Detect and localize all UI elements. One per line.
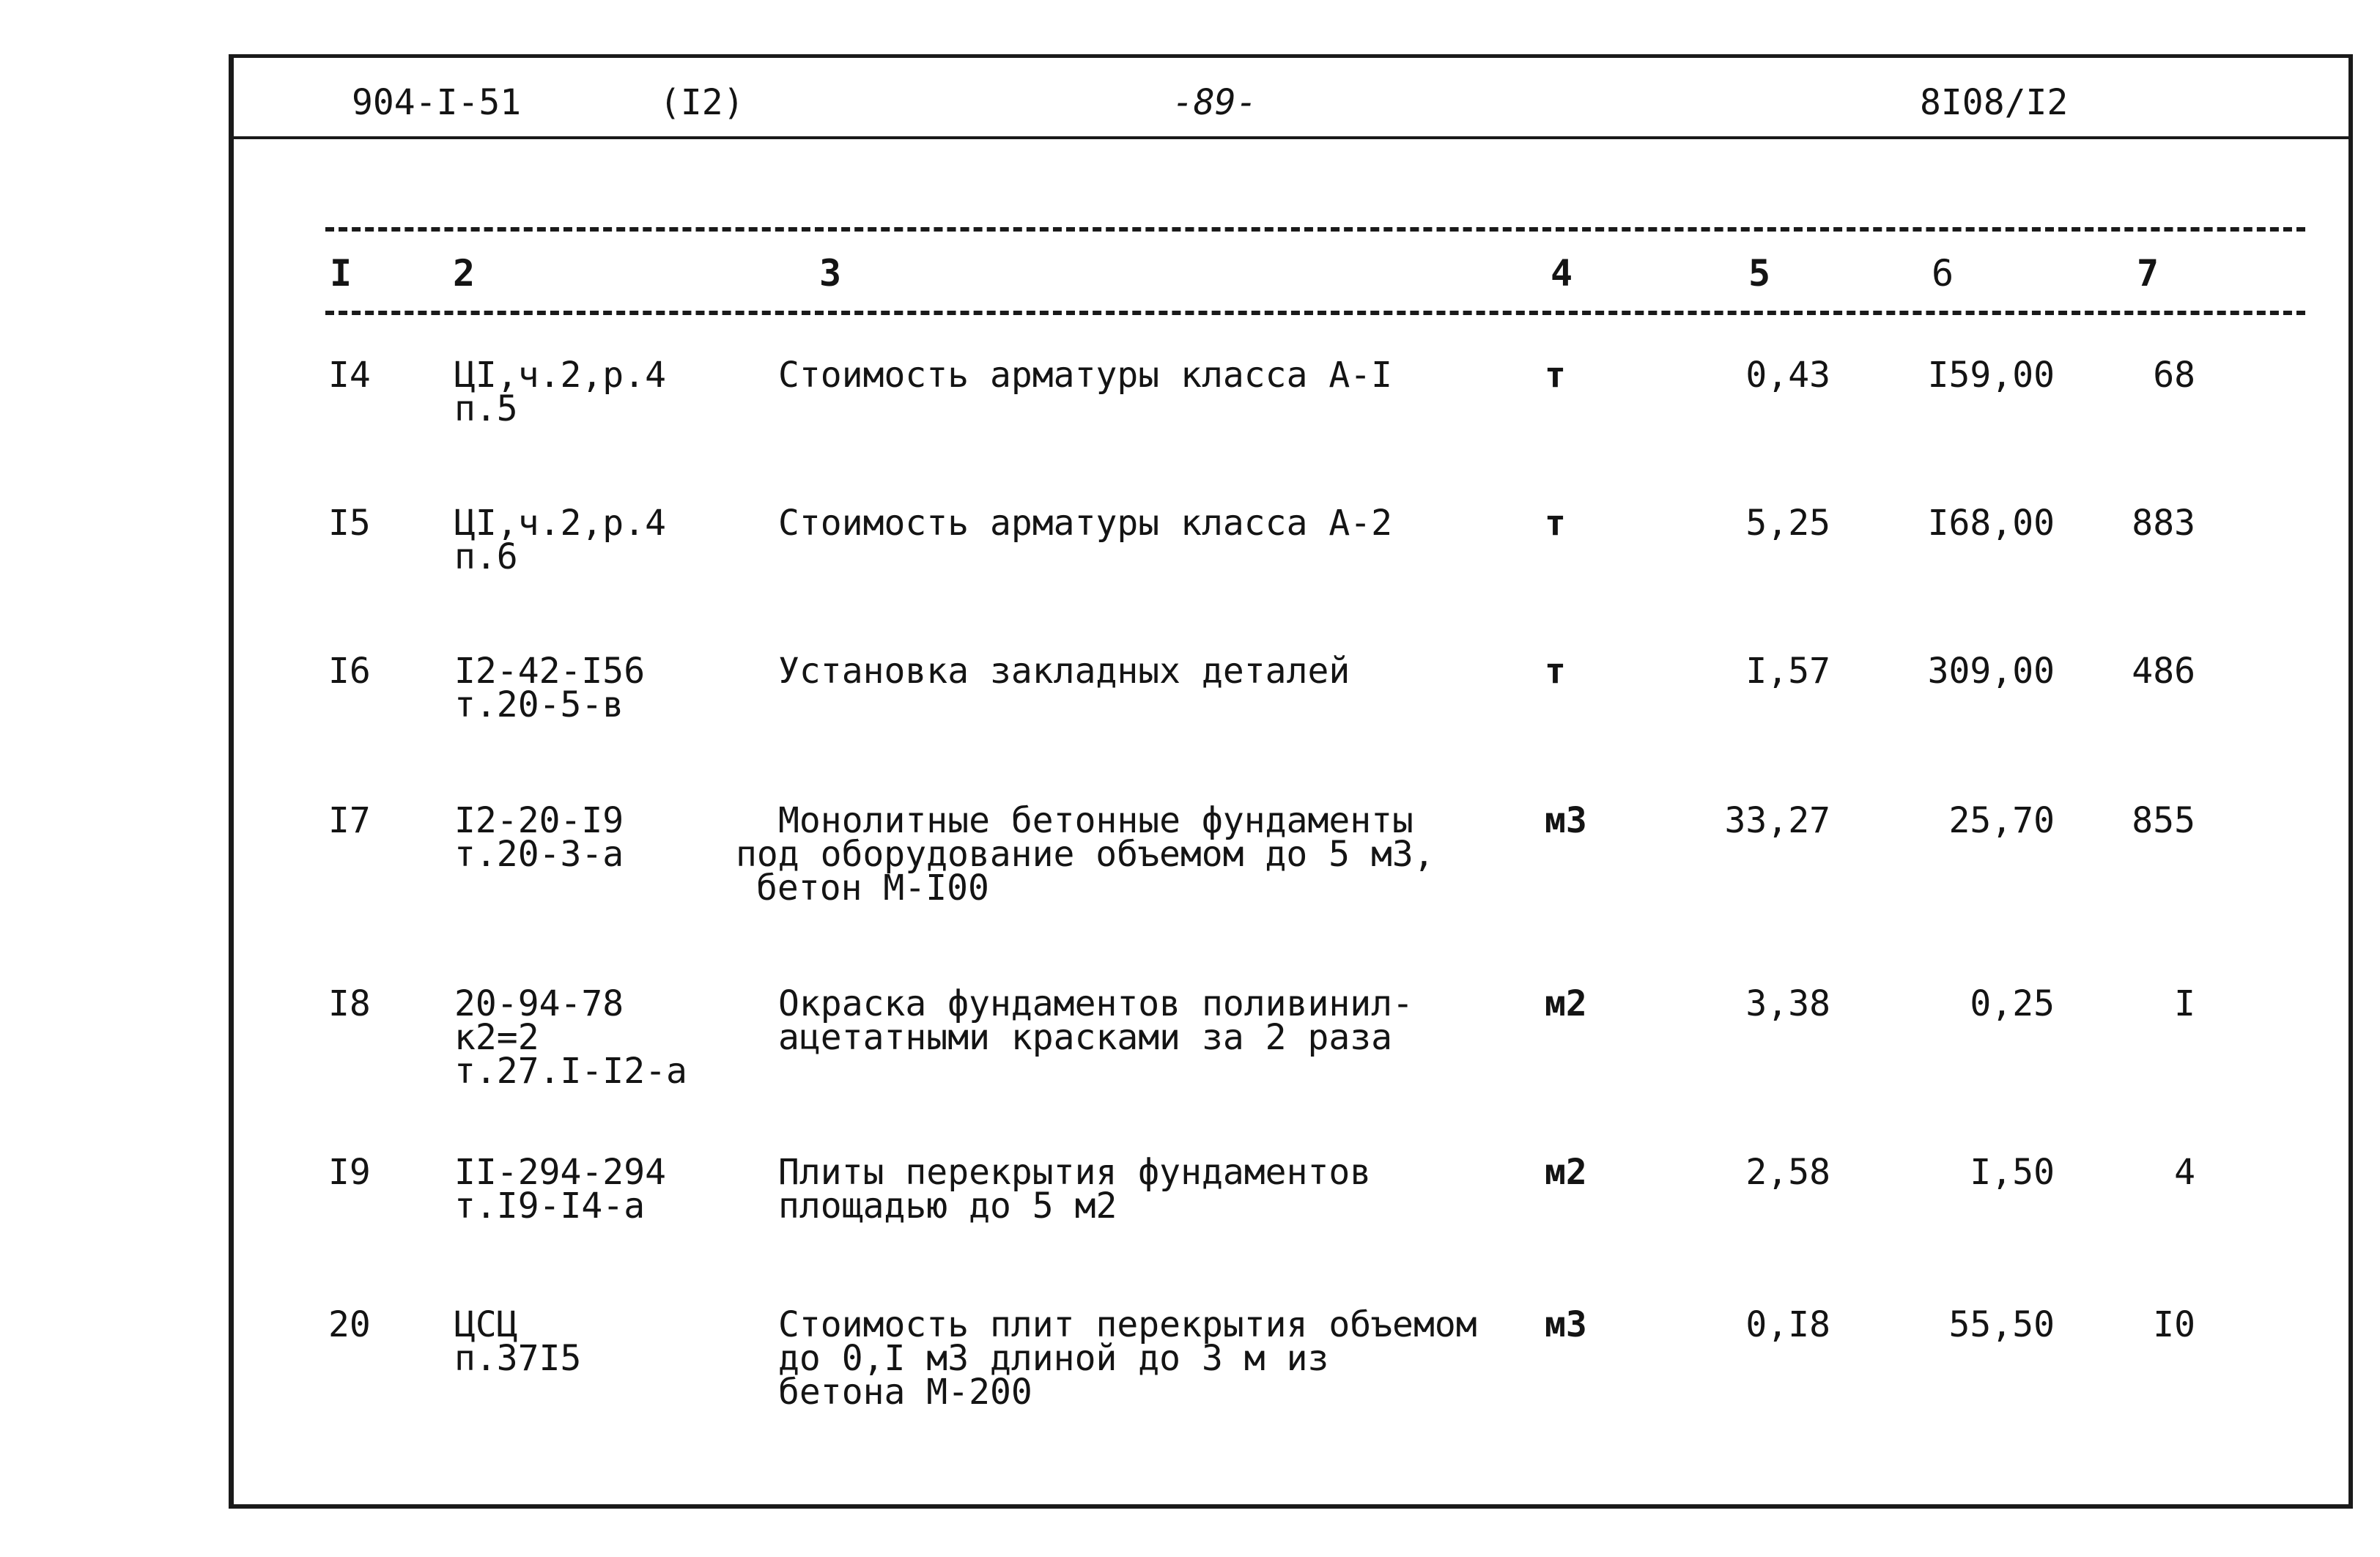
row-total: 855 — [2132, 800, 2195, 841]
row-reference-line: т.27.I-I2-а — [454, 1051, 687, 1092]
row-unit-price: 55,50 — [1948, 1304, 2055, 1345]
row-unit: т — [1545, 355, 1566, 396]
row-total: I — [2174, 983, 2195, 1024]
row-description-line: Стоимость арматуры класса А-2 — [778, 503, 1393, 544]
page-number: -89- — [1172, 82, 1257, 123]
row-unit-price: I59,00 — [1927, 355, 2055, 396]
document-part: (I2) — [659, 82, 744, 123]
row-reference-line: 20-94-78 — [454, 983, 624, 1024]
header-divider — [229, 136, 2352, 139]
column-header-5: 5 — [1748, 252, 1771, 295]
row-description-line: Монолитные бетонные фундаменты — [778, 800, 1413, 841]
row-quantity: 3,38 — [1745, 983, 1830, 1024]
row-unit-price: 309,00 — [1927, 651, 2055, 692]
table-header-top-rule — [325, 227, 2305, 232]
row-total: 883 — [2132, 503, 2195, 544]
row-number: I8 — [328, 983, 371, 1024]
row-unit: т — [1545, 503, 1566, 544]
row-description-line: до 0,I м3 длиной до 3 м из — [778, 1338, 1329, 1379]
row-total: 4 — [2174, 1152, 2195, 1193]
row-unit: м3 — [1545, 1304, 1587, 1345]
row-total: 68 — [2153, 355, 2195, 396]
row-description-line: Установка закладных деталей — [778, 651, 1350, 692]
row-quantity: 5,25 — [1745, 503, 1830, 544]
row-reference-line: I2-20-I9 — [454, 800, 624, 841]
row-description-line: Стоимость арматуры класса А-I — [778, 355, 1393, 396]
column-header-3: 3 — [819, 252, 842, 295]
row-number: I5 — [328, 503, 371, 544]
column-header-1: I — [330, 252, 352, 295]
row-number: 20 — [328, 1304, 371, 1345]
row-reference-line: т.20-3-а — [454, 834, 624, 875]
row-reference-line: т.20-5-в — [454, 684, 624, 725]
column-header-6: 6 — [1932, 252, 1954, 295]
bottom-rule-fragment — [281, 1505, 333, 1508]
table-header-bottom-rule — [325, 311, 2305, 315]
row-reference-line: ЦI,ч.2,р.4 — [454, 503, 666, 544]
row-number: I7 — [328, 800, 371, 841]
row-reference-line: ЦСЦ — [454, 1304, 518, 1345]
row-reference-line: п.37I5 — [454, 1338, 582, 1379]
row-reference-line: п.5 — [454, 388, 518, 429]
row-quantity: 2,58 — [1745, 1152, 1830, 1193]
column-header-4: 4 — [1551, 252, 1573, 295]
row-number: I9 — [328, 1152, 371, 1193]
row-unit-price: 25,70 — [1948, 800, 2055, 841]
row-total: I0 — [2153, 1304, 2195, 1345]
row-reference-line: т.I9-I4-а — [454, 1186, 646, 1227]
row-unit: м3 — [1545, 800, 1587, 841]
row-unit-price: I68,00 — [1927, 503, 2055, 544]
row-unit: м2 — [1545, 1152, 1587, 1193]
row-description-line: бетона М-200 — [778, 1372, 1032, 1413]
row-reference-line: п.6 — [454, 536, 518, 577]
row-number: I4 — [328, 355, 371, 396]
row-unit: м2 — [1545, 983, 1587, 1024]
row-quantity: 0,I8 — [1745, 1304, 1830, 1345]
document-number: 8I08/I2 — [1920, 82, 2069, 123]
row-description-line: под оборудование объемом до 5 м3, — [736, 834, 1435, 875]
row-description-line: площадью до 5 м2 — [778, 1186, 1117, 1227]
page-frame — [229, 54, 2353, 1509]
row-reference-line: ЦI,ч.2,р.4 — [454, 355, 666, 396]
row-quantity: I,57 — [1745, 651, 1830, 692]
row-unit: т — [1545, 651, 1566, 692]
row-description-line: ацетатными красками за 2 раза — [778, 1017, 1393, 1058]
row-description-line: Окраска фундаментов поливинил- — [778, 983, 1413, 1024]
row-unit-price: I,50 — [1970, 1152, 2055, 1193]
column-header-7: 7 — [2137, 252, 2159, 295]
row-quantity: 0,43 — [1745, 355, 1830, 396]
row-reference-line: I2-42-I56 — [454, 651, 646, 692]
row-reference-line: к2=2 — [454, 1017, 539, 1058]
row-reference-line: II-294-294 — [454, 1152, 666, 1193]
bottom-rule — [393, 1505, 2342, 1508]
row-quantity: 33,27 — [1724, 800, 1830, 841]
row-description-line: бетон М-I00 — [756, 868, 989, 909]
row-description-line: Стоимость плит перекрытия объемом — [778, 1304, 1477, 1345]
row-description-line: Плиты перекрытия фундаментов — [778, 1152, 1372, 1193]
document-code: 904-I-51 — [352, 82, 522, 123]
row-unit-price: 0,25 — [1970, 983, 2055, 1024]
row-total: 486 — [2132, 651, 2195, 692]
row-number: I6 — [328, 651, 371, 692]
column-header-2: 2 — [453, 252, 476, 295]
